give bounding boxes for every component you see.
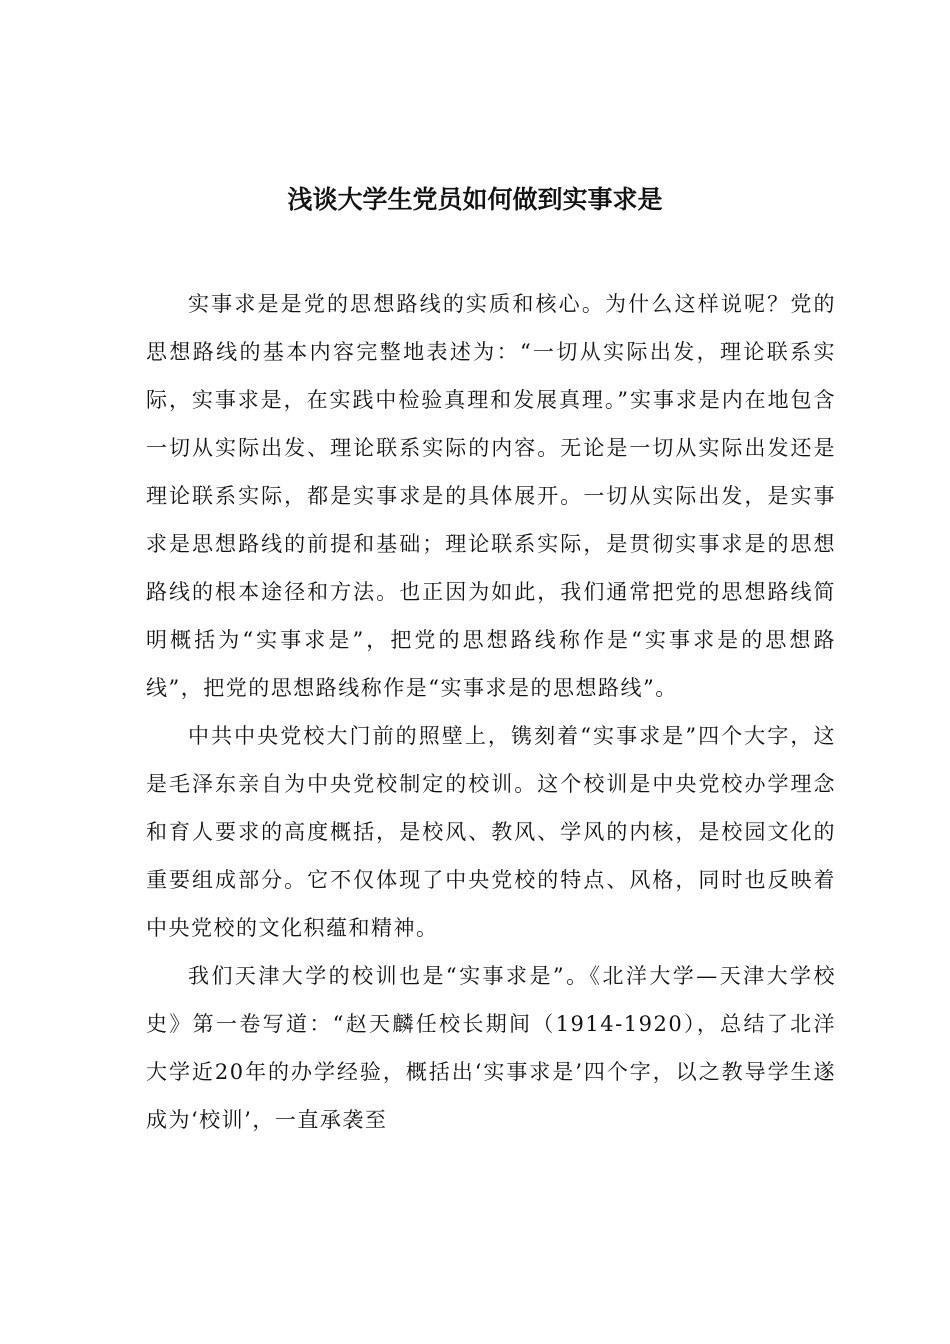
paragraph-1: 实事求是是党的思想路线的实质和核心。为什么这样说呢？党的思想路线的基本内容完整地表述为：“一切从实际出发，理论联系实际，实事求是，在实践中检验真理和发展真理。”实事求是内在地包含一切从实际出发、理论联系实际的内容。无论是一切从实际出发还是理论联系实际，都是实事求是的具体展开。一切从实际出发，是实事求是思想路线的前提和基础；理论联系实际，是贯彻实事求是的思想路线的根本途径和方法。也正因为如此，我们通常把党的思想路线简明概括为“实事求是”，把党的思想路线称作是“实事求是的思想路线”，把党的思想路线称作是“实事求是的思想路线”。 [146,292,836,700]
document-body [146,280,836,1144]
paragraph-2: 中共中央党校大门前的照壁上，镌刻着“实事求是”四个大字，这是毛泽东亲自为中央党校制定的校训。这个校训是中央党校办学理念和育人要求的高度概括，是校风、教风、学风的内核，是校园文化的重要组成部分。它不仅体现了中央党校的特点、风格，同时也反映着中央党校的文化积蕴和精神。 [146,724,836,940]
paragraph-3: 我们天津大学的校训也是“实事求是”。《北洋大学—天津大学校史》第一卷写道：“赵天麟任校长期间（1914-1920），总结了北洋大学近20年的办学经验，概括出‘实事求是’四个字，以之教导学生遂成为‘校训’，一直承袭至 [146,964,836,1132]
document-title: 浅谈大学生党员如何做到实事求是 [287,185,663,214]
